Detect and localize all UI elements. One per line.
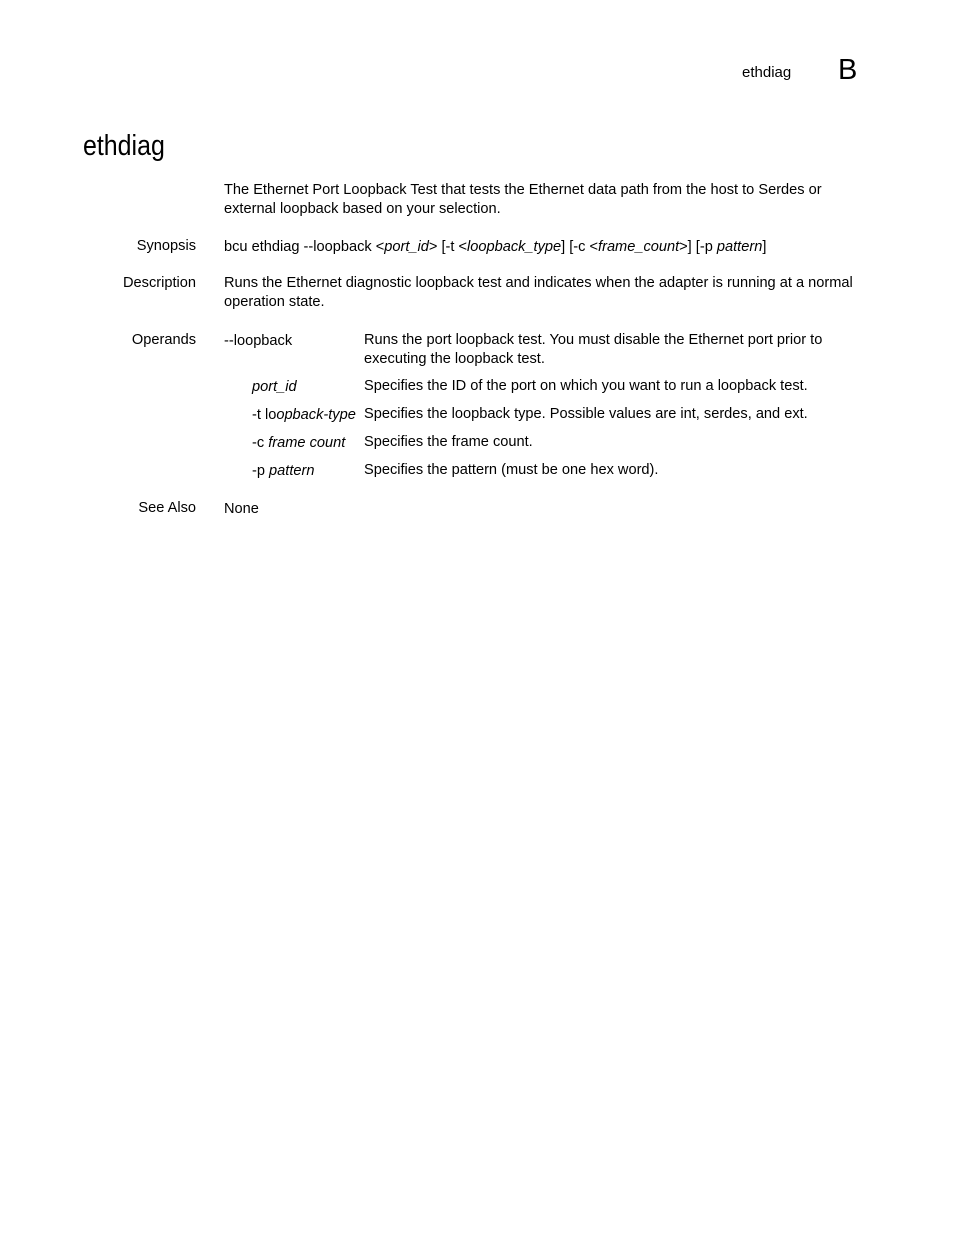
operand-arg: pattern (269, 463, 315, 479)
operand-prefix: -t lo (252, 407, 277, 423)
operand-item-def: Specifies the loopback type. Possible values are int, serdes, and ext. (364, 406, 808, 422)
operand-item-def: Specifies the ID of the port on which you want to run a loopback test. (364, 378, 808, 394)
operand-item-term (252, 462, 314, 481)
synopsis-cmd: bcu ethdiag -- (224, 239, 314, 255)
operand-item-def: Specifies the pattern (must be one hex word). (364, 462, 659, 478)
see-also-value: None (224, 501, 259, 517)
intro-paragraph: The Ethernet Port Loopback Test that tests the Ethernet data path from the host to Serdes or external loopback based on your selection. (224, 182, 822, 217)
synopsis-command (224, 238, 766, 257)
synopsis-text-3: ] [-c < (561, 239, 599, 255)
synopsis-text-4: >] [-p (679, 239, 717, 255)
synopsis-arg-port: port_id (384, 239, 429, 255)
operand-item-term (252, 406, 356, 425)
see-also-label: See Also (138, 500, 196, 516)
operand-arg: frame count (268, 435, 346, 451)
running-header-section: ethdiag (742, 64, 792, 81)
synopsis-label: Synopsis (136, 238, 196, 254)
synopsis-text-2: > [-t < (428, 239, 467, 255)
operand-arg: opback-type (276, 407, 356, 423)
operand-prefix: -c (252, 435, 269, 451)
operand-loopback-def: Runs the port loopback test. You must disable the Ethernet port prior to executing the loopback test. (364, 332, 823, 367)
appendix-letter: B (838, 54, 858, 86)
description-label: Description (123, 275, 196, 291)
synopsis-arg-count: frame_count (598, 239, 680, 255)
synopsis-text-1: < (371, 239, 385, 255)
operand-loopback-term: --loopback (224, 333, 293, 349)
operand-prefix: -p (252, 463, 270, 479)
synopsis-arg-pattern: pattern (716, 239, 763, 255)
operand-item-term (252, 434, 345, 453)
page-title: ethdiag (83, 130, 165, 162)
synopsis-flag: loopback (313, 239, 372, 255)
operands-label: Operands (131, 332, 196, 348)
description-text: Runs the Ethernet diagnostic loopback test and indicates when the adapter is running at a normal operation state. (224, 275, 853, 310)
synopsis-arg-type: loopback_type (467, 239, 562, 255)
operand-item-def: Specifies the frame count. (364, 434, 533, 450)
synopsis-text-5: ] (762, 239, 767, 255)
operand-item-term (252, 378, 297, 397)
operand-arg: port_id (252, 379, 297, 395)
